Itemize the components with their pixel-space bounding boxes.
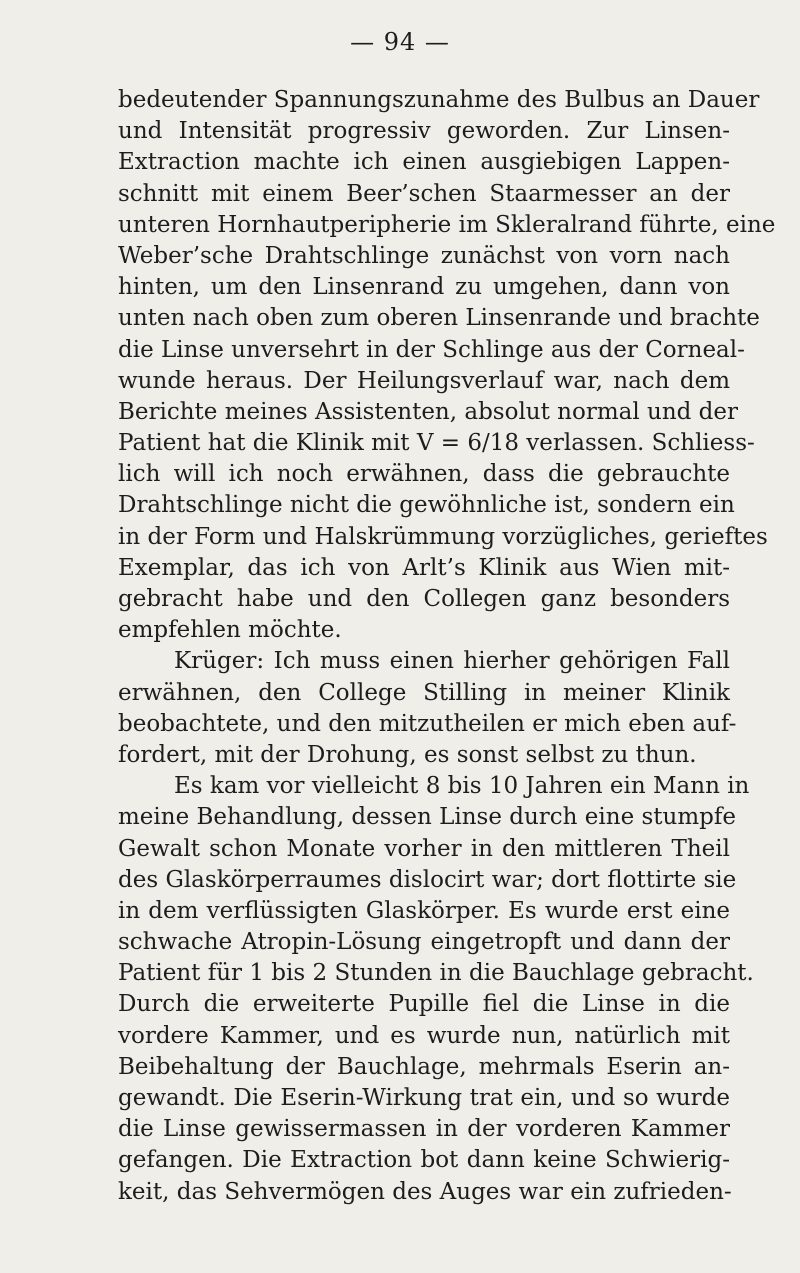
text-line: lich will ich noch erwähnen, dass die gebrauchte xyxy=(118,461,730,488)
text-line: schnitt mit einem Beer’schen Staarmesser an der xyxy=(118,180,730,207)
text-line: in der Form und Halskrümmung vorzügliches, gerieftes xyxy=(118,523,768,550)
text-line: des Glaskörperraumes dislocirt war; dort flottirte sie xyxy=(118,866,737,893)
text-line: gebracht habe und den Collegen ganz besonders xyxy=(118,586,730,612)
text-line: beobachtete, und den mitzutheilen er mich eben auf- xyxy=(118,710,737,737)
text-line: Beibehaltung der Bauchlage, mehrmals Eserin an- xyxy=(118,1053,730,1080)
text-line: Krüger: Ich muss einen hierher gehörigen Fall xyxy=(174,648,730,675)
text-line: gewandt. Die Eserin-Wirkung trat ein, und so wurde xyxy=(118,1085,730,1111)
body-text xyxy=(118,85,776,1208)
text-line: Drahtschlinge nicht die gewöhnliche ist, sondern ein xyxy=(118,492,735,519)
text-line: Patient hat die Klinik mit V = 6/18 verlassen. Schliess- xyxy=(118,430,755,457)
text-line: schwache Atropin-Lösung eingetropft und dann der xyxy=(118,929,730,956)
text-line: die Linse gewissermassen in der vorderen Kammer xyxy=(118,1116,730,1143)
text-line: unteren Hornhautperipherie im Skleralrand führte, eine xyxy=(118,211,776,238)
text-line: Patient für 1 bis 2 Stunden in die Bauchlage gebracht. xyxy=(118,960,754,987)
text-line: keit, das Sehvermögen des Auges war ein zufrieden- xyxy=(118,1178,732,1205)
text-line: bedeutender Spannungszunahme des Bulbus an Dauer xyxy=(118,87,760,113)
text-line: unten nach oben zum oberen Linsenrande und brachte xyxy=(118,305,760,332)
text-line: in dem verflüssigten Glaskörper. Es wurde erst eine xyxy=(118,897,730,924)
text-line: Extraction machte ich einen ausgiebigen Lappen- xyxy=(118,149,730,176)
text-line: fordert, mit der Drohung, es sonst selbst zu thun. xyxy=(118,741,697,768)
text-line: empfehlen möchte. xyxy=(118,617,342,644)
text-line: und Intensität progressiv geworden. Zur Linsen- xyxy=(118,118,730,145)
text-line: Durch die erweiterte Pupille fiel die Linse in die xyxy=(118,991,730,1018)
text-line: vordere Kammer, und es wurde nun, natürlich mit xyxy=(118,1022,730,1049)
text-line: meine Behandlung, dessen Linse durch eine stumpfe xyxy=(118,804,737,831)
text-line: Gewalt schon Monate vorher in den mittleren Theil xyxy=(118,835,730,862)
text-line: erwähnen, den College Stilling in meiner Klinik xyxy=(118,679,730,706)
text-line: Exemplar, das ich von Arlt’s Klinik aus Wien mit- xyxy=(118,554,730,581)
paragraph-2 xyxy=(118,646,737,771)
text-line: die Linse unversehrt in der Schlinge aus der Corneal- xyxy=(118,336,745,363)
paragraph-3 xyxy=(118,771,754,1208)
page-number: — 94 — xyxy=(350,28,450,56)
text-line: Weber’sche Drahtschlinge zunächst von vorn nach xyxy=(118,242,730,269)
text-line: Es kam vor vielleicht 8 bis 10 Jahren ein Mann in xyxy=(174,773,750,800)
text-line: hinten, um den Linsenrand zu umgehen, dann von xyxy=(118,274,730,301)
paragraph-1 xyxy=(118,85,776,646)
text-line: wunde heraus. Der Heilungsverlauf war, nach dem xyxy=(118,367,730,394)
text-line: gefangen. Die Extraction bot dann keine Schwierig- xyxy=(118,1147,730,1174)
text-line: Berichte meines Assistenten, absolut normal und der xyxy=(118,398,739,425)
